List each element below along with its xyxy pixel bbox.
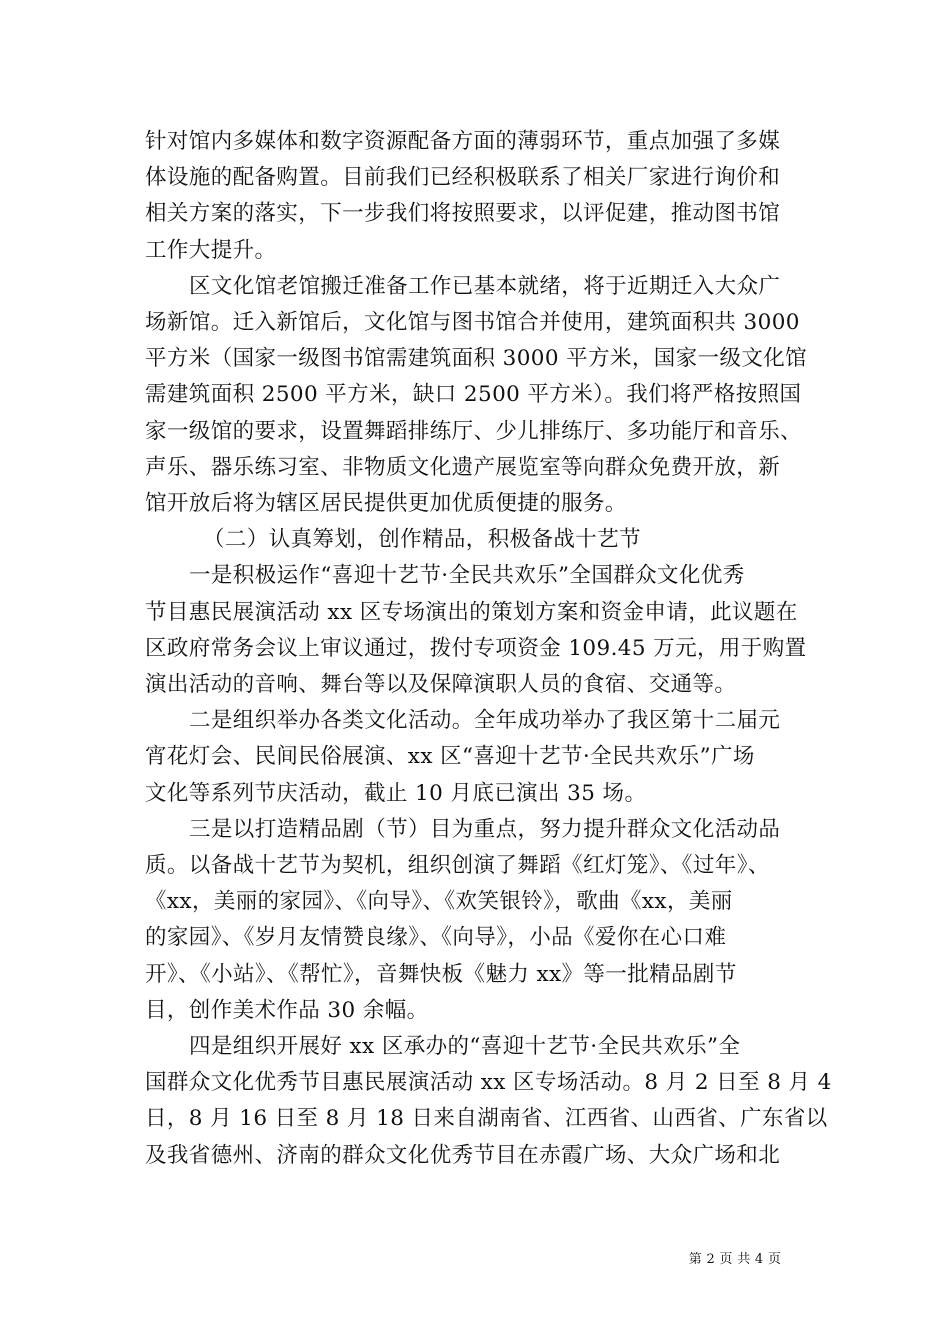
body-lines — [145, 124, 832, 1174]
text-line: 场新馆。迁入新馆后，文化馆与图书馆合并使用，建筑面积共 3000 — [145, 310, 800, 336]
text-line: 的家园》、《岁月友情赞良缘》、《向导》，小品《爱你在心口难 — [145, 925, 727, 951]
text-line: 《xx，美丽的家园》、《向导》、《欢笑银铃》，歌曲《xx，美丽 — [145, 889, 733, 915]
section-heading: （二）认真筹划，创作精品，积极备战十艺节 — [203, 527, 642, 553]
text-line: 国群众文化优秀节目惠民展演活动 xx 区专场活动。8 月 2 日至 8 月 4 — [145, 1070, 832, 1096]
text-line: 平方米（国家一级图书馆需建筑面积 3000 平方米，国家一级文化馆 — [145, 346, 808, 372]
text-line: 家一级馆的要求，设置舞蹈排练厅、少儿排练厅、多功能厅和音乐、 — [145, 418, 803, 444]
text-line: 及我省德州、济南的群众文化优秀节目在赤霞广场、大众广场和北 — [145, 1142, 781, 1168]
text-line: 质。以备战十艺节为契机，组织创演了舞蹈《红灯笼》、《过年》、 — [145, 853, 770, 879]
text-line: 文化等系列节庆活动，截止 10 月底已演出 35 场。 — [145, 780, 647, 806]
text-line: 相关方案的落实，下一步我们将按照要求，以评促建，推动图书馆 — [145, 201, 781, 227]
text-line: 演出活动的音响、舞台等以及保障演职人员的食宿、交通等。 — [145, 672, 737, 698]
text-line: 区文化馆老馆搬迁准备工作已基本就绪，将于近期迁入大众广 — [189, 273, 781, 299]
text-line: 需建筑面积 2500 平方米，缺口 2500 平方米）。我们将严格按照国 — [145, 382, 802, 408]
text-line: 区政府常务会议上审议通过，拨付专项资金 109.45 万元，用于购置 — [145, 635, 807, 661]
body-text — [145, 124, 832, 1174]
text-line: 目，创作美术作品 30 余幅。 — [145, 997, 429, 1023]
text-line: 三是以打造精品剧（节）目为重点，努力提升群众文化活动品 — [189, 816, 781, 842]
text-line: 宵花灯会、民间民俗展演、xx 区“喜迎十艺节·全民共欢乐”广场 — [145, 744, 755, 770]
text-line: 节目惠民展演活动 xx 区专场演出的策划方案和资金申请，此议题在 — [145, 599, 798, 625]
text-line: 二是组织举办各类文化活动。全年成功举办了我区第十二届元 — [189, 708, 781, 734]
text-line: 馆开放后将为辖区居民提供更加优质便捷的服务。 — [145, 491, 627, 517]
text-line: 一是积极运作“喜迎十艺节·全民共欢乐”全国群众文化优秀 — [189, 563, 745, 589]
text-line: 开》、《小站》、《帮忙》，音舞快板《魅力 xx》等一批精品剧节 — [145, 961, 737, 987]
text-line: 声乐、器乐练习室、非物质文化遗产展览室等向群众免费开放，新 — [145, 454, 781, 480]
text-line: 针对馆内多媒体和数字资源配备方面的薄弱环节，重点加强了多媒 — [145, 129, 781, 154]
text-line: 日，8 月 16 日至 8 月 18 日来自湖南省、江西省、山西省、广东省以 — [145, 1106, 828, 1132]
text-line: 工作大提升。 — [145, 237, 277, 263]
text-line: 四是组织开展好 xx 区承办的“喜迎十艺节·全民共欢乐”全 — [189, 1034, 741, 1060]
text-line: 体设施的配备购置。目前我们已经积极联系了相关厂家进行询价和 — [145, 165, 781, 191]
page-number: 第 2 页 共 4 页 — [688, 1252, 782, 1267]
